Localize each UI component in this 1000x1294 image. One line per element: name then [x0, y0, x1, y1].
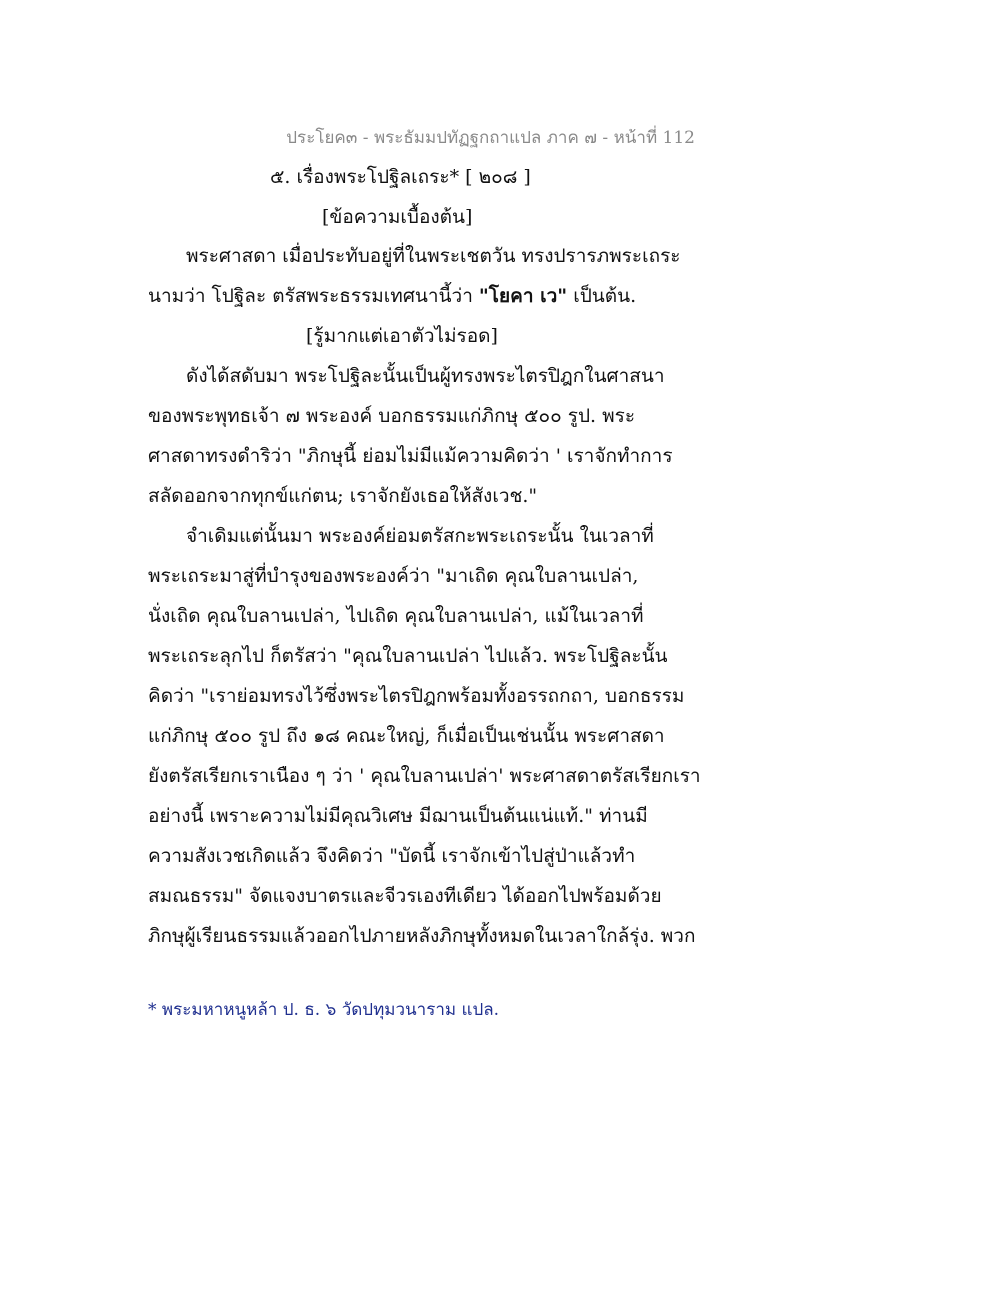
story-title: ๕. เรื่องพระโปฐิลเถระ* [ ๒๐๘ ] — [270, 166, 531, 188]
subheading-story: [รู้มากแต่เอาตัวไม่รอด] — [306, 325, 498, 347]
story-line: ยังตรัสเรียกเราเนือง ๆ ว่า ' คุณใบลานเปล่า' พระศาสดาตรัสเรียกเรา — [148, 765, 701, 787]
story-line: แก่ภิกษุ ๕๐๐ รูป ถึง ๑๘ คณะใหญ่, ก็เมื่อเป็นเช่นนั้น พระศาสดา — [148, 725, 665, 747]
translator-footnote: * พระมหาหนูหล้า ป. ธ. ๖ วัดปทุมวนาราม แปล. — [148, 1000, 500, 1020]
story-line: ศาสดาทรงดำริว่า "ภิกษุนี้ ย่อมไม่มีแม้ความคิดว่า ' เราจักทำการ — [148, 445, 673, 467]
intro-line-1: พระศาสดา เมื่อประทับอยู่ที่ในพระเชตวัน ทรงปรารภพระเถระ — [186, 245, 681, 267]
story-line: สมณธรรม" จัดแจงบาตรและจีวรเองทีเดียว ได้ออกไปพร้อมด้วย — [148, 885, 662, 907]
story-line: นั่งเถิด คุณใบลานเปล่า, ไปเถิด คุณใบลานเปล่า, แม้ในเวลาที่ — [148, 605, 644, 627]
intro-line-2-text: นามว่า โปฐิละ ตรัสพระธรรมเทศนานี้ว่า — [148, 285, 479, 307]
intro-line-2-end: เป็นต้น. — [567, 285, 637, 307]
story-line: สลัดออกจากทุกข์แก่ตน; เราจักยังเธอให้สังเวช." — [148, 485, 538, 507]
story-line: คิดว่า "เราย่อมทรงไว้ซึ่งพระไตรปิฎกพร้อมทั้งอรรถกถา, บอกธรรม — [148, 685, 685, 707]
story-line: อย่างนี้ เพราะความไม่มีคุณวิเศษ มีฌานเป็นต้นแน่แท้." ท่านมี — [148, 805, 648, 827]
story-line: ภิกษุผู้เรียนธรรมแล้วออกไปภายหลังภิกษุทั้งหมดในเวลาใกล้รุ่ง. พวก — [148, 925, 696, 947]
subheading-intro: [ข้อความเบื้องต้น] — [322, 206, 473, 228]
story-line: พระเถระมาสู่ที่บำรุงของพระองค์ว่า "มาเถิด คุณใบลานเปล่า, — [148, 565, 639, 587]
story-line: ของพระพุทธเจ้า ๗ พระองค์ บอกธรรมแก่ภิกษุ ๕๐๐ รูป. พระ — [148, 405, 636, 427]
quoted-verse-opening: "โยคา เว" — [478, 285, 568, 307]
story-line: จำเดิมแต่นั้นมา พระองค์ย่อมตรัสกะพระเถระนั้น ในเวลาที่ — [186, 525, 654, 547]
story-line: ดังได้สดับมา พระโปฐิละนั้นเป็นผู้ทรงพระไตรปิฎกในศาสนา — [186, 365, 665, 387]
story-line: พระเถระลุกไป ก็ตรัสว่า "คุณใบลานเปล่า ไปแล้ว. พระโปฐิละนั้น — [148, 645, 668, 667]
story-line: ความสังเวชเกิดแล้ว จึงคิดว่า "บัดนี้ เราจักเข้าไปสู่ป่าแล้วทำ — [148, 845, 636, 867]
intro-line-2 — [148, 281, 636, 311]
running-header: ประโยค๓ - พระธัมมปทัฏฐกถาแปล ภาค ๗ - หน้าที่ 112 — [286, 128, 695, 148]
